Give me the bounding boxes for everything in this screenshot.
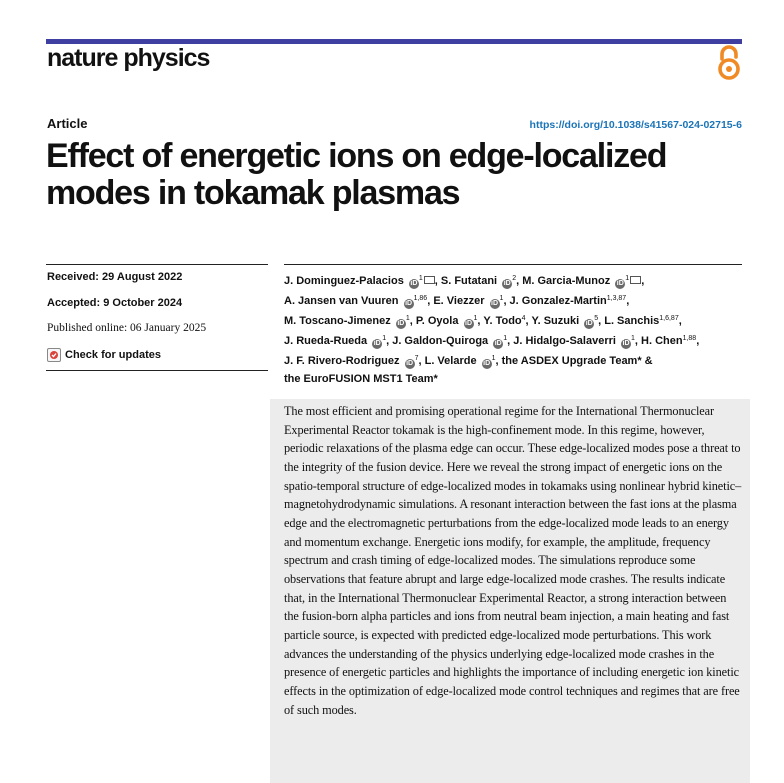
affiliation-number: 1 bbox=[503, 335, 508, 342]
affiliation-number: 1,88 bbox=[682, 335, 697, 342]
affiliation-number: 1,6,87 bbox=[659, 315, 679, 322]
divider bbox=[46, 370, 268, 371]
abstract-text: The most efficient and promising operational regime for the International Thermonuclear Experimental Reactor tokamak is the high-confinement mode. In this regime, however, periodic relaxations of the plasma edge can occur. These edge-localized modes pose a threat to the integrity of the fusion device. Here we reveal the strong impact of energetic ions on the spatio-temporal structure of edge-localized modes in tokamaks using nonlinear hybrid kinetic–magnetohydrodynamic simulations. A resonant interaction between the fast ions at the plasma edge and the electromagnetic perturbations from the edge-localized mode leads to an energy and momentum exchange. Energetic ions modify, for example, the amplitude, frequency spectrum and crash timing of edge-localized modes. The simulations reproduce some observations that feature abrupt and large edge-localized mode crashes. The results indicate that, in the International Thermonuclear Experimental Reactor, a strong interaction between the fusion-born alpha particles and ions from neutral beam injection, a main heating and fast particle source, is expected with predicted edge-localized mode perturbations. This work advances the understanding of the physics underlying edge-localized mode crashes in the presence of energetic particles and highlights the importance of including energetic ion kinetic effects in the optimization of edge-localized mode control techniques and regimes that are free of such modes. bbox=[284, 404, 742, 717]
accepted-date: Accepted: 9 October 2024 bbox=[47, 297, 183, 309]
orcid-icon[interactable]: iD bbox=[491, 300, 499, 307]
orcid-icon[interactable]: iD bbox=[465, 320, 473, 327]
orcid-icon[interactable]: iD bbox=[406, 360, 414, 367]
divider bbox=[284, 264, 742, 265]
title-line: modes in tokamak plasmas bbox=[46, 174, 460, 212]
affiliation-number: 2 bbox=[512, 275, 517, 282]
orcid-icon[interactable]: iD bbox=[622, 340, 630, 347]
affiliation-number: 4 bbox=[521, 315, 526, 322]
orcid-icon[interactable]: iD bbox=[585, 320, 593, 327]
affiliation-number: 1 bbox=[418, 275, 423, 282]
orcid-icon[interactable]: iD bbox=[410, 280, 418, 287]
open-access-lock-icon bbox=[716, 45, 742, 81]
orcid-icon[interactable]: iD bbox=[397, 320, 405, 327]
affiliation-number: 1 bbox=[499, 295, 504, 302]
affiliation-number: 1 bbox=[625, 275, 630, 282]
journal-name[interactable]: nature physics bbox=[47, 44, 210, 72]
envelope-icon[interactable] bbox=[630, 276, 641, 284]
affiliation-number: 1,3,87 bbox=[606, 295, 627, 302]
orcid-icon[interactable]: iD bbox=[616, 280, 624, 287]
published-date: Published online: 06 January 2025 bbox=[47, 322, 207, 334]
article-title bbox=[46, 138, 746, 212]
article-type-label: Article bbox=[47, 116, 88, 131]
affiliation-number: 1,86 bbox=[413, 295, 428, 302]
affiliation-number: 7 bbox=[414, 355, 419, 362]
affiliation-number: 1 bbox=[491, 355, 496, 362]
received-date: Received: 29 August 2022 bbox=[47, 271, 183, 283]
orcid-icon[interactable]: iD bbox=[483, 360, 491, 367]
orcid-icon[interactable]: iD bbox=[503, 280, 511, 287]
title-line: Effect of energetic ions on edge-localized bbox=[46, 137, 667, 175]
affiliation-number: 1 bbox=[405, 315, 410, 322]
orcid-icon[interactable]: iD bbox=[373, 340, 381, 347]
orcid-icon[interactable]: iD bbox=[405, 300, 413, 307]
affiliation-number: 1 bbox=[631, 335, 635, 342]
affiliation-number: 5 bbox=[594, 315, 599, 322]
author-list[interactable]: J. Dominguez-Palacios $iD^1$ , S. Futatani $iD^2$, M. Garcia-Munoz $iD^1$ , A. Jansen van Vuuren iD$^{1,86}$, E. Viezzer $iD^1$, J. Gonzalez-Martin$^{1,3,87}$, M. Toscano-Jimenez $iD^1$, P. Oyola $iD^1$, Y. Todo$^4$, Y. Suzuki $iD^5$, L. Sanchis$^{1,6,87}$, J. Rueda-Rueda $iD^1$, J. Galdon-Quiroga $iD^1$, J. Hidalgo-Salaverri $iD^1$, H. Chen$^{1,88}$, J. F. Rivero-Rodriguez $iD^7$, L. Velarde $iD^1$, the ASDEX Upgrade Team* & the EuroFUSION MST1 Team* bbox=[284, 275, 700, 385]
affiliation-number: 1 bbox=[382, 335, 387, 342]
check-for-updates-icon bbox=[47, 348, 61, 362]
affiliation-number: 1 bbox=[473, 315, 478, 322]
doi-link[interactable]: https://doi.org/10.1038/s41567-024-02715-6 bbox=[529, 119, 742, 131]
orcid-icon[interactable]: iD bbox=[494, 340, 502, 347]
divider bbox=[46, 264, 268, 265]
check-for-updates-button[interactable] bbox=[47, 348, 161, 362]
check-for-updates-label: Check for updates bbox=[65, 349, 161, 361]
envelope-icon[interactable] bbox=[424, 276, 435, 284]
